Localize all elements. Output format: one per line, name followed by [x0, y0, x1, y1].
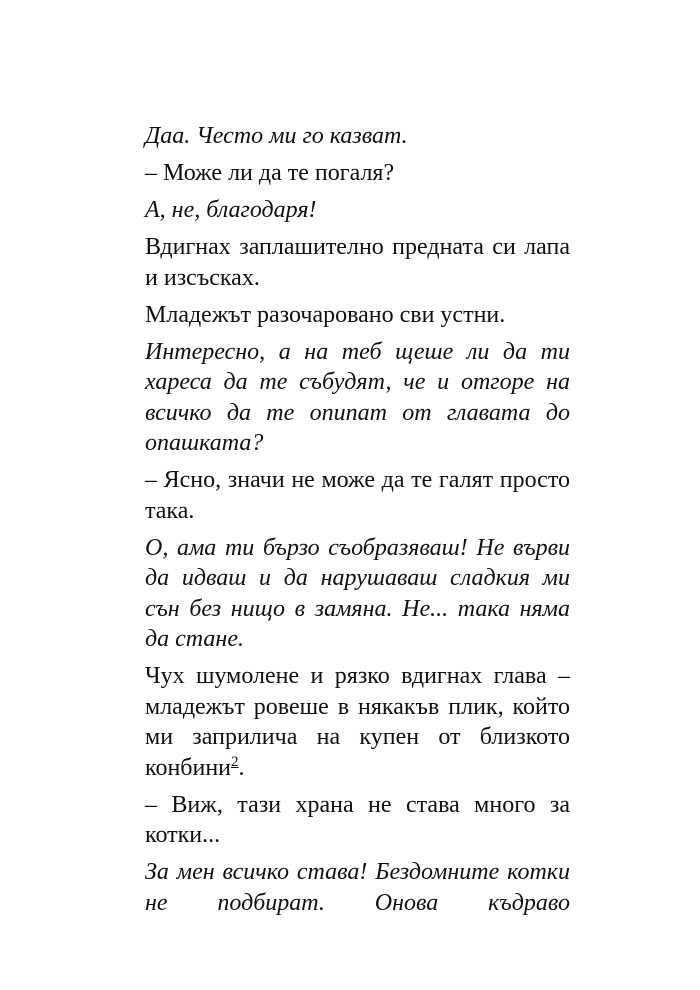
paragraph: Даа. Често ми го казват.: [145, 123, 408, 149]
paragraph-end-punct: .: [238, 754, 245, 781]
footnote-marker[interactable]: 2: [231, 753, 239, 770]
paragraph-with-footnote: [145, 661, 570, 783]
paragraph: А, не, благодаря!: [145, 197, 317, 223]
paragraph: Младежът разочаровано сви устни.: [145, 301, 506, 328]
body-text: [145, 121, 570, 925]
paragraph-last-line: За мен всичко става! Бездомните котки не подбират. Онова къдраво: [145, 859, 570, 916]
paragraph-text: Чух шумолене и рязко вдигнах глава – младежът ровеше в някакъв плик, който ми заприлича на купен от близкото конбини: [145, 663, 570, 781]
paragraph: О, ама ти бързо съобразяваш! Не върви да идваш и да нарушаваш сладкия ми сън без нищо в замяна. Не... така няма да стане.: [145, 534, 570, 652]
paragraph: Интересно, а на теб щеше ли да ти хареса да те събудят, че и отгоре на всичко да те опипат от главата до опашката?: [145, 338, 570, 456]
paragraph: – Може ли да те погаля?: [145, 160, 395, 186]
paragraph: – Ясно, значи не може да те галят просто така.: [145, 467, 570, 524]
paragraph: – Виж, тази храна не става много за котки...: [145, 791, 570, 848]
paragraph: Вдигнах заплашително предната си лапа и изсъсках.: [145, 234, 570, 291]
